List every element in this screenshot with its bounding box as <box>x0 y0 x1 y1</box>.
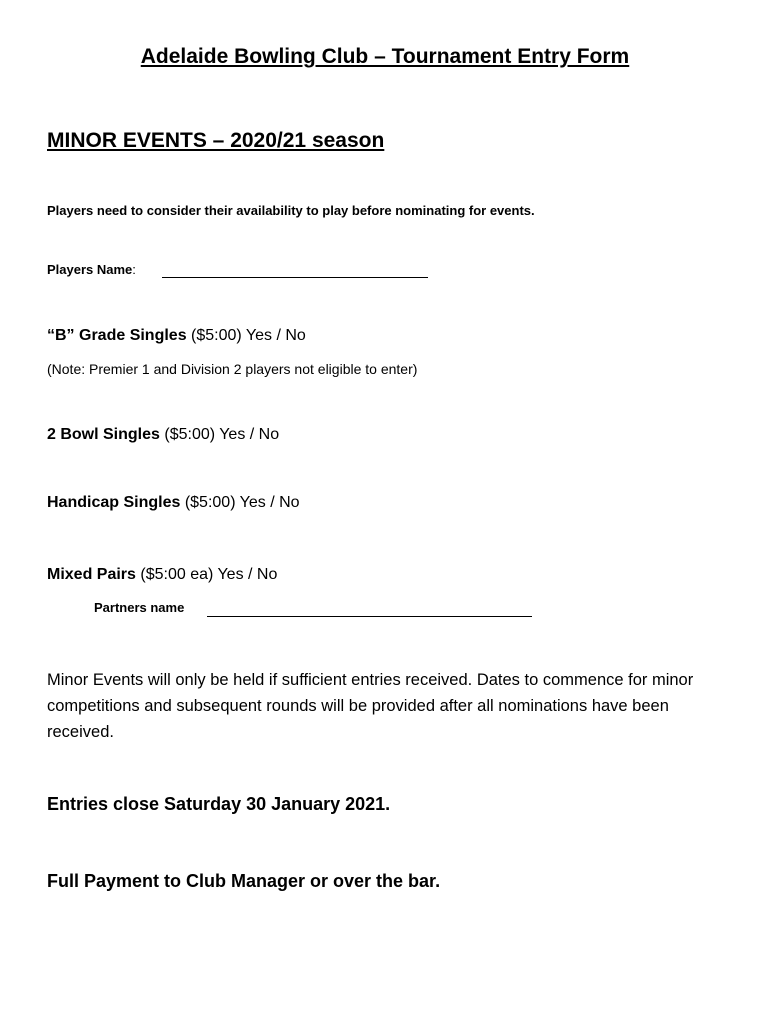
players-name-label <box>47 262 136 277</box>
event-name: “B” Grade Singles <box>47 327 187 344</box>
partners-name-label: Partners name <box>94 600 185 615</box>
event-details: ($5:00 ea) Yes / No <box>135 566 278 583</box>
form-title: Adelaide Bowling Club – Tournament Entry Form <box>140 45 630 68</box>
event-b-grade-singles <box>47 327 306 345</box>
event-details: ($5:00) Yes / No <box>180 494 300 511</box>
event-2-bowl-singles <box>47 426 279 444</box>
b-grade-note: (Note: Premier 1 and Division 2 players not eligible to enter) <box>47 361 418 377</box>
section-heading: MINOR EVENTS – 2020/21 season <box>47 129 385 152</box>
event-details: ($5:00) Yes / No <box>159 426 280 443</box>
event-mixed-pairs <box>47 566 277 584</box>
event-name: 2 Bowl Singles <box>47 426 160 443</box>
partners-name-field[interactable] <box>207 616 532 617</box>
event-name: Handicap Singles <box>47 494 181 511</box>
entries-close-text: Entries close Saturday 30 January 2021. <box>47 794 391 814</box>
players-name-label-text: Players Name <box>47 262 133 277</box>
players-name-field[interactable] <box>162 277 428 278</box>
info-paragraph: Minor Events will only be held if sufficient entries received. Dates to commence for minor competitions and subsequent rounds will be provided after all nominations have been received. <box>47 671 694 741</box>
intro-text: Players need to consider their availability to play before nominating for events. <box>47 203 535 218</box>
payment-text: Full Payment to Club Manager or over the bar. <box>47 871 441 891</box>
event-name: Mixed Pairs <box>47 566 136 583</box>
players-name-colon: : <box>132 262 136 277</box>
event-details: ($5:00) Yes / No <box>186 327 306 344</box>
event-handicap-singles <box>47 494 300 512</box>
